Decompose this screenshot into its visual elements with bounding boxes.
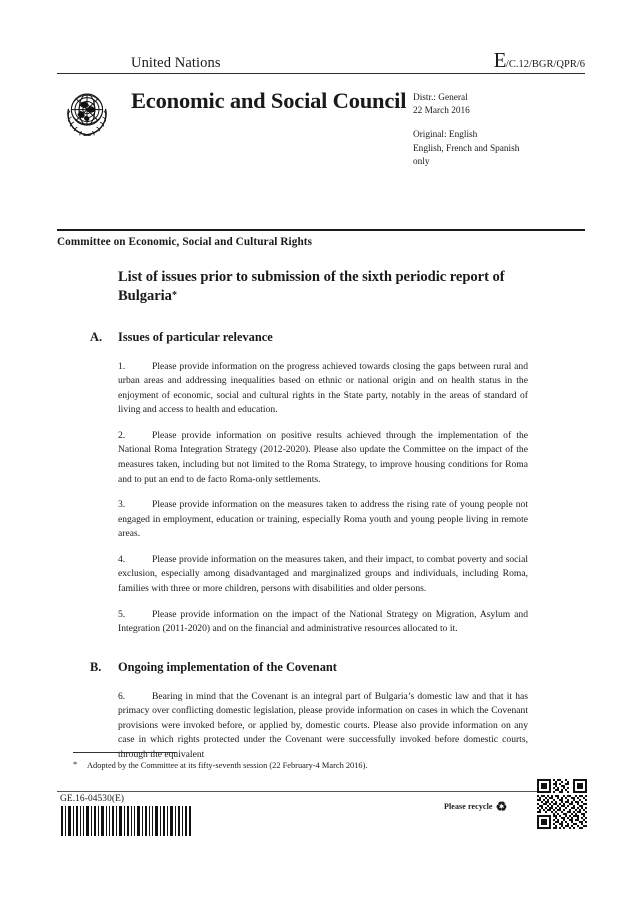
footer-divider <box>57 791 585 792</box>
footnote-text: Adopted by the Committee at its fifty-seventh session (22 February-4 March 2016). <box>87 761 368 770</box>
section-title-b: Ongoing implementation of the Covenant <box>118 659 337 674</box>
paragraph-1-number: 1. <box>118 360 126 372</box>
paragraph-4-text: Please provide information on the measures taken, and their impact, to combat poverty and social exclusion, especially among disadvantaged and marginalized groups and individuals, including Roma, families with three or more children, persons with disabilities and older persons. <box>118 553 528 595</box>
footnote-marker: * <box>73 760 78 769</box>
paragraph-3-text: Please provide information on the measures taken to address the rising rate of young people not engaged in employment, education or training, especially Roma youth and young people living in remote areas. <box>118 499 528 540</box>
paragraph-3 <box>118 498 528 542</box>
recycle-notice <box>444 800 507 813</box>
page-title-marker: * <box>171 290 177 302</box>
organization-name: United Nations <box>131 54 221 71</box>
document-body <box>57 268 585 763</box>
document-symbol-prefix: E <box>493 47 506 72</box>
body-title-cell <box>131 81 413 169</box>
section-heading-b <box>90 660 585 675</box>
barcode <box>60 806 192 836</box>
available-languages: English, French and Spanish <box>413 143 520 154</box>
masthead-body <box>57 81 585 169</box>
document-symbol-rest: /C.12/BGR/QPR/6 <box>505 58 585 70</box>
paragraph-5-text: Please provide information on the impact of the National Strategy on Migration, Asylum and Integration (2011-2020) and on the financial and administrative resources allocated to it. <box>118 608 528 635</box>
paragraph-1 <box>118 360 528 418</box>
document-date: 22 March 2016 <box>413 106 470 117</box>
footnote <box>73 759 543 772</box>
paragraph-6 <box>118 690 528 763</box>
metadata-spacer <box>413 118 585 129</box>
paragraph-2-text: Please provide information on positive results achieved through the implementation of the National Roma Integration Strategy (2012-2020). Please also update the Committee on the impact of the measures taken, including but not limited to the Roma Strategy, to improve housing conditions for Roma and to put an end to de facto Roma-only settlements. <box>118 429 528 485</box>
paragraph-5 <box>118 608 528 637</box>
section-letter-a: A. <box>90 329 103 344</box>
un-emblem <box>57 81 131 169</box>
paragraph-6-number: 6. <box>118 690 126 702</box>
body-title: Economic and Social Council <box>131 88 407 113</box>
paragraph-5-number: 5. <box>118 608 126 620</box>
recycle-icon: ♻ <box>495 799 508 814</box>
page-title <box>118 268 528 307</box>
footnote-divider <box>73 752 177 753</box>
un-emblem-icon <box>57 82 117 142</box>
paragraph-3-number: 3. <box>118 499 126 511</box>
masthead-divider <box>57 73 585 74</box>
job-number: GE.16-04530(E) <box>60 794 125 804</box>
document-symbol <box>493 47 585 72</box>
masthead <box>57 47 585 169</box>
section-letter-b: B. <box>90 659 102 674</box>
page-title-text: List of issues prior to submission of the sixth periodic report of Bulgaria <box>118 269 505 305</box>
distribution-label: Distr.: General <box>413 93 468 103</box>
paragraph-2 <box>118 429 528 487</box>
recycle-text: Please recycle <box>444 802 493 811</box>
committee-name: Committee on Economic, Social and Cultural Rights <box>57 236 313 248</box>
paragraph-1-text: Please provide information on the progress achieved towards closing the gaps between rural and urban areas and addressing inequalities based on ethnic or national origin and on health status in the enjoyment of economic, social and cultural rights in the State party, notably in the areas of standard of living and access to health and education. <box>118 360 528 416</box>
masthead-top-row <box>57 47 585 72</box>
document-metadata <box>413 81 585 169</box>
paragraph-6-text: Bearing in mind that the Covenant is an integral part of Bulgaria’s domestic law and that it has primacy over conflicting domestic legislation, please provide information on cases in which the Covenant provisions were invoked before, or applied by, domestic courts. Please also provide information on any case in which rights protected under the Covenant were successfully invoked before domestic courts, through the equivalent <box>118 690 528 761</box>
paragraph-4 <box>118 553 528 597</box>
original-language: Original: English <box>413 130 478 141</box>
section-title-a: Issues of particular relevance <box>118 329 273 344</box>
available-languages-cont: only <box>413 156 430 167</box>
paragraph-2-number: 2. <box>118 429 126 441</box>
paragraph-4-number: 4. <box>118 553 126 565</box>
section-heading-a <box>90 330 585 345</box>
qr-code <box>537 779 587 829</box>
section-divider <box>57 229 585 231</box>
